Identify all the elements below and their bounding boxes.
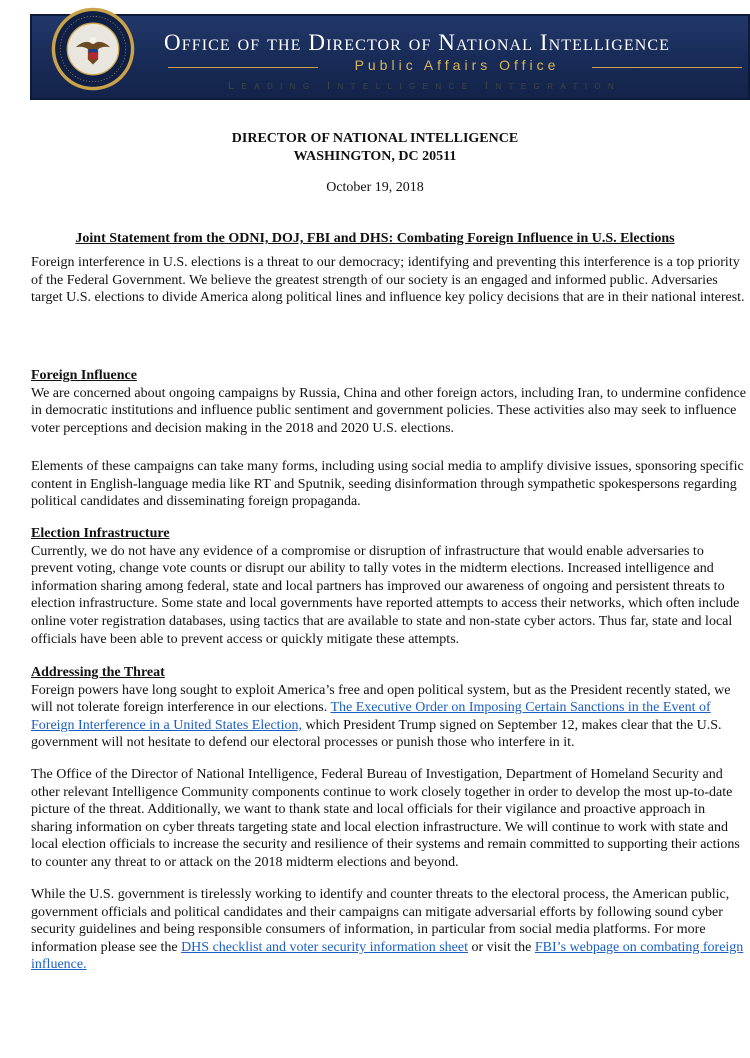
banner-title: Office of the Director of National Intelligence: [164, 30, 671, 55]
paragraph: Currently, we do not have any evidence of a compromise or disruption of infrastructure that would enable adversaries to prevent voting, change vote counts or disrupt our ability to tally votes in the midterm elections. Increased intelligence and information sharing among federal, state and local partners has improved our awareness of ongoing and persistent threats to election infrastructure. Some state and local governments have reported attempts to access their networks, which often include online voter registration databases, using tactics that are available to state and non-state cyber actors. Thus far, state and local officials have been able to prevent access or quickly mitigate these attempts.: [31, 543, 740, 647]
text-span: While the U.S. government is tirelessly working to identify and counter threats to the electoral process, the American public, government officials and political candidates and their campaigns can mitigate adversarial efforts by following sound cyber security guidelines and being responsible consumers of information, in particular from social media platforms. For more information please see the: [31, 887, 730, 955]
foreign-influence-paragraph-2: [31, 458, 747, 511]
executive-order-link[interactable]: The Executive Order on Imposing Certain Sanctions in the Event of Foreign Interference in a United States Election,: [31, 700, 711, 733]
paragraph: [31, 682, 747, 752]
fbi-webpage-link[interactable]: FBI’s webpage on combating foreign influence.: [31, 939, 744, 973]
statement-title: Joint Statement from the ODNI, DOJ, FBI and DHS: Combating Foreign Influence in U.S. Elections: [75, 231, 675, 246]
text-span: which President Trump signed on September 12, makes clear that the U.S. government will not hesitate to defend our electoral processes or punish those who interfere in it.: [31, 717, 722, 751]
banner-subtitle: Public Affairs Office: [354, 57, 560, 73]
tagline: Leading Intelligence Integration: [228, 80, 622, 92]
addressing-threat-paragraph-2: [31, 766, 747, 872]
section-foreign-influence: [31, 367, 747, 437]
addressing-threat-paragraph-3: [31, 886, 747, 974]
intro-text: Foreign interference in U.S. elections is a threat to our democracy; identifying and preventing this interference is a top priority of the Federal Government. We believe the greatest strength of our society is an engaged and informed public. Adversaries target U.S. elections to divide America along political lines and influence key policy decisions that are in their national interest.: [31, 255, 745, 306]
section-heading-foreign-influence: Foreign Influence: [31, 368, 137, 383]
banner-rule-right: [592, 67, 742, 68]
paragraph: [31, 886, 747, 974]
paragraph: We are concerned about ongoing campaigns by Russia, China and other foreign actors, including Iran, to undermine confidence in democratic institutions and influence public sentiment and government policies. These activities also may seek to influence voter perceptions and decision making in the 2018 and 2020 U.S. elections.: [31, 385, 746, 436]
release-date: October 19, 2018: [326, 180, 424, 195]
odni-seal-icon: [50, 6, 136, 92]
text-span: Foreign powers have long sought to exploit America’s free and open political system, but as the President recently stated, we will not tolerate foreign interference in our elections.: [31, 682, 731, 716]
city-heading: WASHINGTON, DC 20511: [293, 149, 457, 164]
office-heading: DIRECTOR OF NATIONAL INTELLIGENCE: [231, 131, 519, 146]
intro-paragraph: [31, 254, 747, 307]
text-span: or visit the: [468, 939, 535, 955]
dhs-checklist-link[interactable]: DHS checklist and voter security information sheet: [181, 939, 468, 955]
banner-rule-left: [168, 67, 318, 68]
paragraph: The Office of the Director of National Intelligence, Federal Bureau of Investigation, Department of Homeland Security and other relevant Intelligence Community components continue to work closely together in order to develop the most up-to-date picture of the threat. Additionally, we want to thank state and local officials for their vigilance and proactive approach in sharing information on cyber threats targeting state and local election infrastructure. We will continue to work with state and local election officials to increase the security and resilience of their systems and remain committed to supporting their actions to counter any threat to or attack on the 2018 midterm elections and beyond.: [31, 767, 740, 870]
section-heading-election-infrastructure: Election Infrastructure: [31, 526, 170, 541]
section-addressing-threat: [31, 664, 747, 752]
section-heading-addressing-threat: Addressing the Threat: [31, 665, 165, 680]
paragraph: Elements of these campaigns can take many forms, including using social media to amplify divisive issues, sponsoring specific content in English-language media like RT and Sputnik, seeding disinformation through sympathetic spokespersons regarding political candidates and disseminating foreign propaganda.: [31, 459, 744, 510]
section-election-infrastructure: [31, 525, 747, 648]
